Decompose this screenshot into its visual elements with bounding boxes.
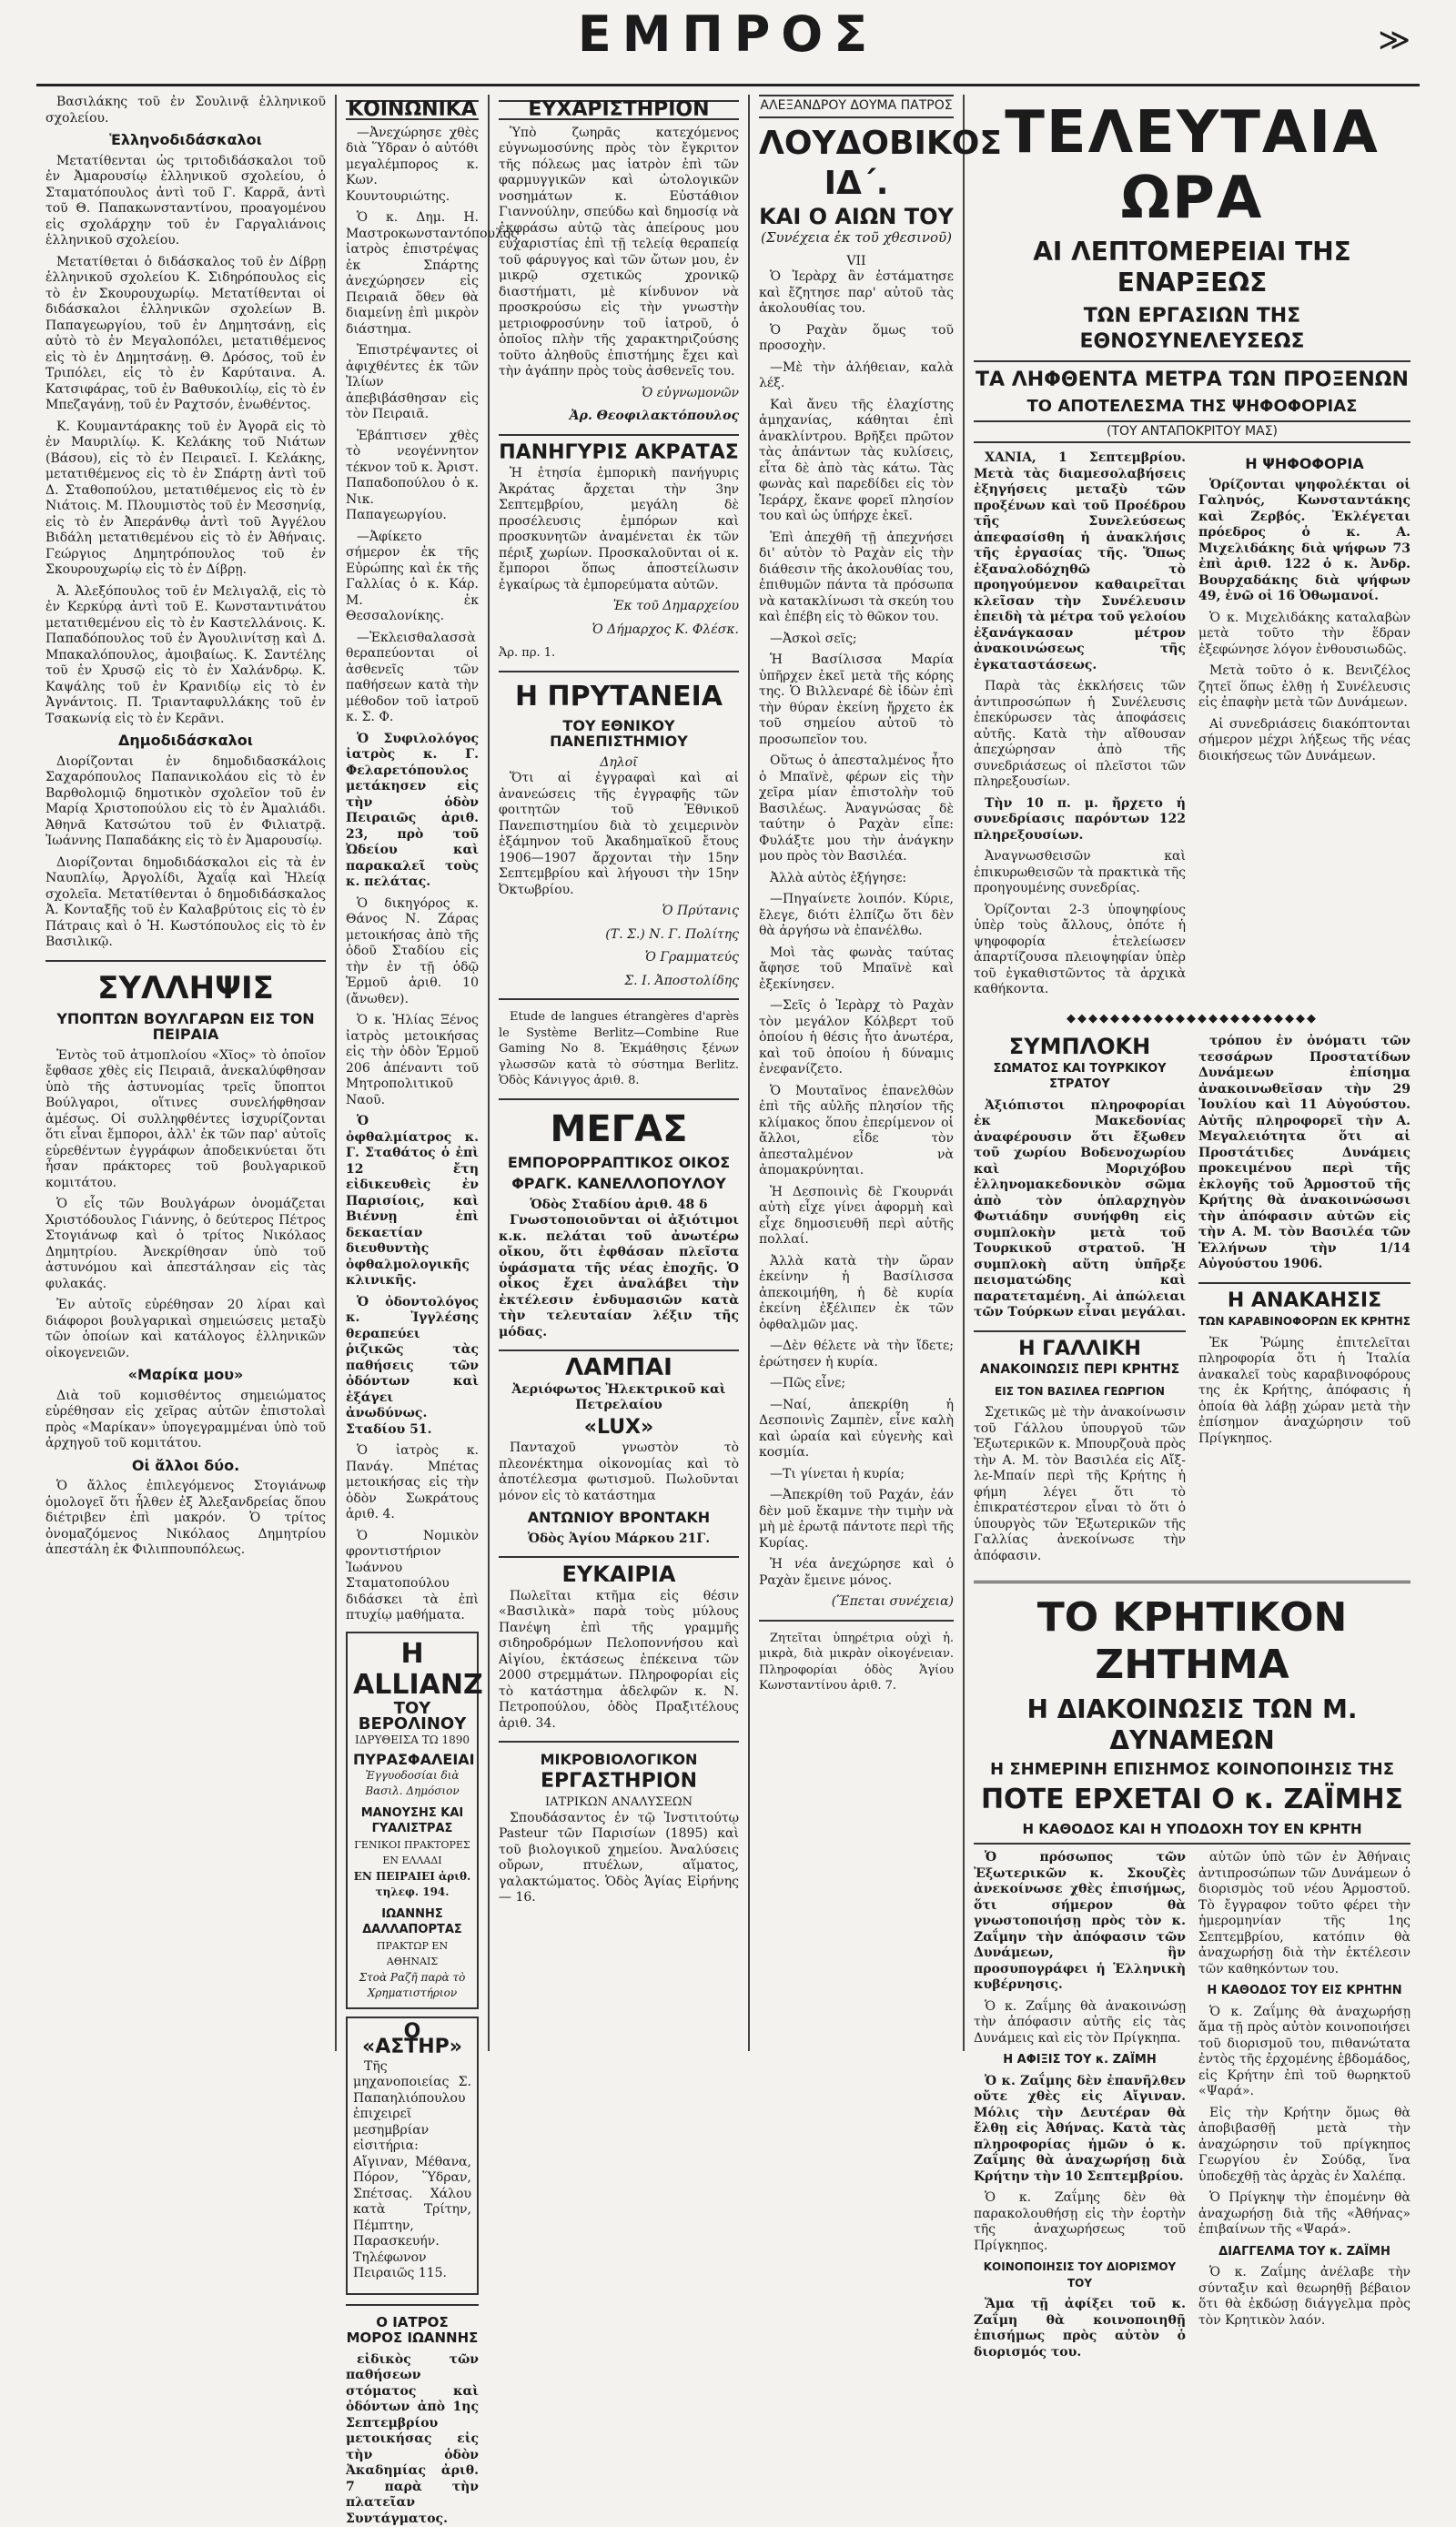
paragraph: Ὁ πρόσωπος τῶν Ἐξωτερικῶν κ. Σκουζὲς ἀνεκοίνωσε χθὲς ἐπισήμως, ὅτι σήμερον θὰ γνωστοποιήσῃ πρὸς τὸν κ. Ζαΐμην τὴν ἀπόφασιν τῶν Δυνάμεων, ἣν προσυπογράφει ἡ Ἑλληνικὴ κυβέρνησις. [974,1850,1186,1994]
column-4 [750,95,965,2051]
headline-cretan-question: ΤΟ ΚΡΗΤΙΚΟΝ ΖΗΤΗΜΑ [974,1594,1410,1689]
paragraph: τρόπου ἐν ὀνόματι τῶν τεσσάρων Προστατίδων Δυνάμεων ἐπίσημα ἀνακοινωθεῖσαν τὴν 29 Ἰουλίου καὶ 11 Αὐγούστου. Αὐτῆς πληροφορεῖ τὴν Α. Μεγαλειότητα ὅτι αἱ Προστάτιδες Δυνάμεις προκειμένου περὶ τῆς ἐκλογῆς τοῦ Ἁρμοστοῦ τῆς Κρήτης θὰ ἀνακοινώσωσι τὴν ἀπόφασιν αὐτῶν εἰς τὴν Α. Μ. τὸν Βασιλέα τῶν Ἑλλήνων τὴν 1/14 Αὐγούστου 1906. [1198,1034,1410,1273]
paragraph: Ὁ ὀφθαλμίατρος κ. Γ. Σταθάτος ὁ ἐπὶ 12 ἔτη εἰδικευθεὶς ἐν Παρισίοις, καὶ Βιέννῃ ἐπὶ δεκαετίαν διευθυντὴς ὀφθαλμολογικῆς κλινικῆς. [346,1114,479,1289]
headline-last-hour: ΤΕΛΕΥΤΑΙΑ ΩΡΑ [974,100,1410,231]
signature-label: Ἐκ τοῦ Δημαρχείου [499,599,739,615]
divider [499,1556,739,1558]
subheadline-arrest: ΥΠΟΠΤΩΝ ΒΟΥΛΓΑΡΩΝ ΕΙΣ ΤΟΝ ΠΕΙΡΑΙΑ [46,1011,326,1043]
paragraph: Οὕτως ὁ ἀπεσταλμένος ἦτο ὁ Μπαϊνὲ, φέρων εἰς τὴν χεῖρα μίαν ἐπιστολὴν τοῦ Βασιλέως. Ἀναγνώσας δὲ ταύτην ὁ Ραχὰν εἶπε: Φυλάξτε μου τὴν ἀνάγκην μου πρὸς τὸν Βασιλέα. [759,753,954,865]
paragraph: Ὁ δικηγόρος κ. Θάνος Ν. Ζάρας μετοικήσας ἀπὸ τῆς ὁδοῦ Σταδίου εἰς τὴν ἐν τῇ ὁδῷ Ἑρμοῦ ἀριθ. 10 (ἄνωθεν). [346,896,479,1008]
paragraph: —Δὲν θέλετε νὰ τὴν ἴδετε; ἐρώτησεν ἡ κυρία. [759,1339,954,1370]
ad-subtitle: ΤΟΥ ΒΕΡΟΛΙΝΟΥ [353,1701,471,1733]
headline-details: ΑΙ ΛΕΠΤΟΜΕΡΕΙΑΙ ΤΗΣ ΕΝΑΡΞΕΩΣ [974,237,1410,298]
paragraph: Διορίζονται δημοδιδάσκαλοι εἰς τὰ ἐν Ναυπλίῳ, Ἀργολίδι, Ἀχαΐᾳ καὶ Ἠλείᾳ σχολεῖα. Μετατίθενται ὁ δημοδιδάσκαλος Ἀ. Κονταξῆς τοῦ ἐν Καλαβρύτοις εἰς τὸ ἐν Πάτραις καὶ ὁ Ἠ. Κωστόπουλος εἰς τὸ ἐν Βασιλικῷ. [46,855,326,951]
divider [759,1620,954,1622]
paragraph: Τῆς μηχανοποιείας Σ. Παπαηλιόπουλου ἐπιχειρεῖ μεσημβρίαν εἰσιτήρια: Αἴγιναν, Μέθανα, Πόρον, Ὕδραν, Σπέτσας. Χάλου κατὰ Τρίτην, Πέμπτην, Παρασκευήν. Τηλέφωνον Πειραιῶς 115. [353,2059,471,2282]
news-right [1198,1034,1410,1570]
ad-headline-opportunity: ΕΥΚΑΙΡΙΑ [499,1567,739,1583]
paragraph: Ὁ κ. Ζαΐμης θὰ ἀνακοινώσῃ τὴν ἀπόφασιν αὐτῆς εἰς τὰς Δυνάμεις καὶ εἰς τὸν Πρίγκηπα. [974,1999,1186,2047]
paragraph: Ὑπὸ ζωηρᾶς κατεχόμενος εὐγνωμοσύνης πρὸς τὸν ἔγκριτον τῆς πόλεως μας ἰατρὸν ἐπὶ τῶν φαρμυγγικῶν καὶ ὠτολογικῶν νοσημάτων κ. Εὐστάθιον Γιαννούλην, σπεύδω καὶ δημοσίᾳ νὰ ἐκφράσω αὐτῷ τὰς ἀπείρους μου εὐχαριστίας ἐπὶ τῇ τελείᾳ θεραπείᾳ τοῦ φάρυγγος καὶ τῶν ὤτων μου, ἐν μικρῷ σχετικῶς χρονικῷ διαστήματι, μὲ κίνδυνον νὰ προσκρούσω εἰς τὴν γνωστὴν μετριοφροσύνην τοῦ ἰατροῦ, ὁ ὁποῖος πλὴν τῆς χαρακτηριζούσης τοῦτο ἀληθοῦς ἐπιστήμης ἔχει καὶ τὴν ἀγάπην πρὸς τοὺς ἀσθενεῖς του. [499,126,739,380]
zaimis-right [1198,1850,1410,2366]
headline-result: ΤΟ ΑΠΟΤΕΛΕΣΜΑ ΤΗΣ ΨΗΦΟΦΟΡΙΑΣ [974,399,1410,415]
ad-address: Ὁδὸς Ἁγίου Μάρκου 21Γ. [499,1531,739,1548]
paragraph: —Ἀνεχώρησε χθὲς διὰ Ὕδραν ὁ αὐτόθι μεγαλέμπορος κ. Κων. Κουντουριώτης. [346,126,479,206]
signature-name: Σ. Ι. Ἀποστολίδης [499,974,739,990]
headline-thanks: ΕΥΧΑΡΙΣΤΗΡΙΟΝ [499,100,739,120]
ad-headline-lab: ΜΙΚΡΟΒΙΟΛΟΓΙΚΟΝ [499,1752,739,1768]
classified-ad: Ζητεῖται ὑπηρέτρια οὐχὶ ἡ. μικρὰ, διὰ μικρὰν οἰκογένειαν. Πληροφορίαι ὁδὸς Ἁγίου Κωνσταντίνου ἀριθ. 7. [759,1631,954,1694]
ad-agent2-addr: Στοὰ Ραζῆ παρὰ τὸ Χρηματιστήριον [353,1970,471,2002]
zaimis-report [974,1850,1410,2366]
paragraph: Ὁ κ. Ζαΐμης δὲν ἐπανῆλθεν οὔτε χθὲς εἰς Αἴγιναν. Μόλις τὴν Δευτέραν θὰ ἔλθῃ εἰς Ἀθήνας. Κατὰ τὰς πληροφορίας ἡμῶν ὁ κ. Ζαΐμης θὰ ἀναχωρήσῃ διὰ Κρήτην τὴν 10 Σεπτεμβρίου. [974,2074,1186,2186]
subheadline-recall: ΤΩΝ ΚΑΡΑΒΙΝΟΦΟΡΩΝ ΕΚ ΚΡΗΤΗΣ [1198,1314,1410,1330]
paragraph: Μετὰ τοῦτο ὁ κ. Βενιζέλος ζητεῖ ὅπως ἐλθῃ ἡ Συνέλευσις εἰς ἐπαφὴν μετὰ τῶν Δυνάμεων. [1198,663,1410,712]
paragraph: Μοὶ τὰς φωνὰς ταύτας ἄφησε τοῦ Μπαϊνὲ καὶ ἐξεκίνησεν. [759,945,954,994]
newspaper-name: ΕΜΠΡΟΣ [36,5,1420,63]
section-heading-primary-teachers: Δημοδιδάσκαλοι [46,733,326,749]
headline-french: Η ΓΑΛΛΙΚΗ [974,1341,1186,1358]
subheadline-clash: ΣΩΜΑΤΟΣ ΚΑΙ ΤΟΥΡΚΙΚΟΥ ΣΤΡΑΤΟΥ [974,1061,1186,1093]
divider [499,671,739,672]
ad-founded: ΙΔΡΥΘΕΙΣΑ ΤΩ 1890 [353,1733,471,1749]
report-left [974,450,1186,1004]
signature-label: Ὁ εὐγνωμονῶν [499,386,739,402]
signature-name: Ὁ Δήμαρχος Κ. Φλέσκ. [499,622,739,639]
headline-clash: ΣΥΜΠΛΟΚΗ [974,1039,1186,1056]
subheading-vote: Η ΨΗΦΟΦΟΡΙΑ [1198,456,1410,472]
paragraph: Ὁ ἰατρὸς κ. Πανάγ. Μπέτας μετοικήσας εἰς τὴν ὁδὸν Σωκράτους ἀριθ. 4. [346,1443,479,1523]
paragraph: Ὁ κ. Μιχελιδάκης καταλαβὼν μετὰ τοῦτο τὴν ἕδραν ἐξεφώνησε λόγον ἐνθουσιωδῶς. [1198,611,1410,659]
subheadline-french: ΑΝΑΚΟΙΝΩΣΙΣ ΠΕΡΙ ΚΡΗΤΗΣ [974,1362,1186,1379]
paragraph: Ἐντὸς τοῦ ἀτμοπλοίου «Χῖος» τὸ ὁποῖον ἔφθασε χθὲς εἰς Πειραιᾶ, ἀνεκαλύφθησαν ὑπὸ τῆς ἀστυνομίας τρεῖς ὕποπτοι Βούλγαροι, οἵτινες συνελήφθησαν ἀμέσως. Οἱ συλληφθέντες ἰσχυρίζονται ὅτι εἶναι ἔμποροι, ἀλλ' ἐκ τῶν παρ' αὐτοῖς εὑρεθέντων ἐγγράφων ἀποδεικνύεται ὅτι ἦσαν πράκτορες τοῦ βουλγαρικοῦ κομιτάτου. [46,1048,326,1192]
paragraph: Ὁ Πρίγκηψ τὴν ἐπομένην θὰ ἀναχωρήσῃ διὰ τῆς «Ἀθήνας» ἐπιβαίνων τῆς «Ψαρά». [1198,2190,1410,2239]
column-5 [965,95,1420,2051]
divider [499,998,739,1000]
signature-name: Ἀρ. Θεοφιλακτόπουλος [499,409,739,425]
paragraph: Εἰς τὴν Κρήτην ὅμως θὰ ἀποβιβασθῇ μετὰ τὴν ἀναχώρησιν τοῦ πρίγκηπος Γεωργίου ἐν Σούδᾳ, ἵνα ὑποδεχθῇ τὰς ἀρχὰς ἐν Χαλέπᾳ. [1198,2106,1410,2186]
signature-label: Ὁ Πρύτανις [499,904,739,920]
paragraph: Ὁ ἄλλος ἐπιλεγόμενος Στογιάνωφ ὁμολογεῖ ὅτι ἦλθεν ἐξ Ἀλεξανδρείας ὅπου διέτριβεν ἐπὶ μακρόν. Ὁ τρίτος ὀνομαζόμενος Νικόλαος Δημητρίου ἀπεστάλη ἐκ Φιλιππουπόλεως. [46,1479,326,1559]
paragraph: —Σεῖς ὁ Ἰερὰρχ τὸ Ραχὰν τὸν μεγάλον Κόλβερτ τοῦ ὁποίου ἡ θέσις ἦτο ἀνωτέρα, καὶ τοῦ ὁποίου ἡ δύναμις ἐνεφανίζετο. [759,998,954,1078]
paragraph: Διὰ τοῦ κομισθέντος σημειώματος εὑρέθησαν εἰς χεῖρας αὐτῶν ἐπιστολαὶ πρὸς «Μαρίκαν» ὑπογεγραμμέναι ὑπὸ τοῦ ἀρχηγοῦ τοῦ κομιτάτου. [46,1389,326,1452]
ad-subheadline: ΕΡΓΑΣΤΗΡΙΟΝ [499,1774,739,1790]
ad-address: Ὁδὸς Σταδίου ἀριθ. 48 δ [499,1198,739,1214]
ad-subheadline: ΦΡΑΓΚ. ΚΑΝΕΛΛΟΠΟΥΛΟΥ [499,1176,739,1192]
column-2 [337,95,490,2051]
news-left [974,1034,1186,1570]
masthead [36,0,1420,86]
subheading: ΔΙΑΓΓΕΛΜΑ ΤΟΥ κ. ΖΑΪΜΗ [1198,2244,1410,2260]
headline-recall: Η ΑΝΑΚΑΗΣΙΣ [1198,1293,1410,1309]
headline-rectorate: Η ΠΡΥΤΑΝΕΙΑ [499,682,739,713]
headline-official: Η ΣΗΜΕΡΙΝΗ ΕΠΙΣΗΜΟΣ ΚΟΙΝΟΠΟΙΗΣΙΣ ΤΗΣ [974,1762,1410,1778]
zaimis-left [974,1850,1186,2366]
paragraph: —Τι γίνεται ἡ κυρία; [759,1467,954,1483]
subheading: ΚΟΙΝΟΠΟΙΗΣΙΣ ΤΟΥ ΔΙΟΡΙΣΜΟΥ ΤΟΥ [974,2259,1186,2291]
ad-kind: ΠΥΡΑΣΦΑΛΕΙΑΙ [353,1752,471,1768]
subheading: «Μαρίκα μου» [46,1367,326,1383]
paragraph: Ὁ κ. Ἠλίας Ξένος ἰατρὸς μετοικήσας εἰς τὴν ὁδὸν Ἑρμοῦ 206 ἀπέναντι τοῦ Μητροπολιτικοῦ Ναοῦ. [346,1013,479,1108]
subheadline-university: ΤΟΥ ΕΘΝΙΚΟΥ ΠΑΝΕΠΙΣΤΗΜΙΟΥ [499,718,739,750]
ad-agents-sub: ΓΕΝΙΚΟΙ ΠΡΑΚΤΟΡΕΣ ΕΝ ΕΛΛΑΔΙ [353,1837,471,1869]
paragraph: Etude de langues étrangères d'après le Système Berlitz—Combine Rue Gaming No 8. Ἐκμάθησις ξένων γλωσσῶν κατὰ τὸ σύστημα Berlitz. Ὁδὸς Κάνιγγος ἀριθ. 8. [499,1009,739,1089]
subheading: Η ΑΦΙΞΙΣ ΤΟΥ κ. ΖΑΪΜΗ [974,2052,1186,2068]
vote-report [974,450,1410,1004]
paragraph: Παρὰ τὰς ἐκκλήσεις τῶν ἀντιπροσώπων ἡ Συνέλευσις ἐπεκύρωσεν τὰς ἀποφάσεις αὐτῆς. Κατὰ τὴν αἴθουσαν ἀπεχώρησαν ἀπὸ τῆς συνεδριάσεως οἱ πλεῖστοι τῶν πληρεξουσίων. [974,679,1186,791]
masthead-ornament: ≫ [1378,22,1410,58]
section-heading-social: ΚΟΙΝΩΝΙΚΑ [346,100,479,120]
paragraph: Ὁρίζονται ψηφολέκται οἱ Γαληνός, Κωνσταντάκης καὶ Ζερβός. Ἐκλέγεται πρόεδρος ὁ κ. Α. Μιχελιδάκης διὰ ψήφων 73 ἐπὶ ἀριθ. 122 ὁ κ. Ἀνδρ. Βουρχαδάκης διὰ ψήφων 49, ἐνῶ οἱ 16 Ὀθωμανοί. [1198,478,1410,605]
correspondent-label: (ΤΟΥ ΑΝΤΑΠΟΚΡΙΤΟΥ ΜΑΣ) [974,420,1410,444]
paragraph: —Πῶς εἶνε; [759,1376,954,1392]
ad-subheadline: Ἀεριόφωτος Ἠλεκτρικοῦ καὶ Πετρελαίου [499,1382,739,1414]
signature-label: Ὁ Γραμματεύς [499,950,739,966]
paragraph: Ὁρίζονται 2-3 ὑποψηφίους ὑπὲρ τοὺς ἄλλους, ὁπότε ἡ ψηφοφορία ἐτελείωσεν ἀπαρτίζουσα πλειοψηφίαν ὑπὲρ τοῦ ἐγκαθιστῶντος τὰ ἀρχικὰ καθήκοντα. [974,903,1186,998]
paragraph: Διορίζονται ἐν δημοδιδασκάλοις Σαχαρόπουλος Παπανικολάου εἰς τὸ ἐν Βαρθολομιῷ δημοτικὸν σχολεῖον τοῦ ἐν Μαρίᾳ Χριστοπούλου εἰς τὸ ἐν Ἀμαλιάδι. Ἀθηνᾶ Κατσώτου τοῦ ἐν Φιλιατρᾷ. Ἰωάννης Παπαδάκης εἰς τὸ ἐν Ἀμαρουσίῳ. [46,754,326,850]
paragraph: Ὅτι αἱ ἐγγραφαὶ καὶ αἱ ἀνανεώσεις τῆς ἐγγραφῆς τῶν φοιτητῶν τοῦ Ἐθνικοῦ Πανεπιστημίου διὰ τὸ χειμερινὸν ἑξάμηνον τοῦ Ἀκαδημαϊκοῦ ἔτους 1906—1907 ἄρχονται τὴν 15ην Σεπτεμβρίου καὶ λήγουσι τὴν 15ην Ὀκτωβρίου. [499,771,739,898]
intro-text: Βασιλάκης τοῦ ἐν Σουλινᾷ ἑλληνικοῦ σχολείου. [46,95,326,126]
section-heading-teachers: Ἑλληνοδιδάσκαλοι [46,132,326,148]
serial-continuation: (Συνέχεια ἐκ τοῦ χθεσινοῦ) [759,230,954,247]
subheading: Η ΚΑΘΟΔΟΣ ΤΟΥ ΕΙΣ ΚΡΗΤΗΝ [1198,1983,1410,1999]
paragraph: εἰδικὸς τῶν παθήσεων στόματος καὶ ὀδόντων ἀπὸ 1ης Σεπτεμβρίου μετοικήσας εἰς τὴν ὁδὸν Ἀκαδημίας ἀριθ. 7 παρὰ τὴν πλατεῖαν Συντάγματος. [346,2352,479,2527]
paragraph: Τὴν 10 π. μ. ἤρχετο ἡ συνεδρίασις παρόντων 122 πληρεξουσίων. [974,796,1186,844]
paragraph: Καὶ ἄνευ τῆς ἐλαχίστης ἀμηχανίας, κάθηται ἐπὶ ἀνακλίντρου. Βρῆξει πρῶτον τὰς ἀπάντων τὰς κυλίσεις, εἶτα δὲ ἀπὸ τὰς κάτω. Τὰς φωνὰς καὶ παρεδίδει εἰς τὸν Ἰεράρχ, ἔκανε φορεῖ πλησίον του καὶ ὡς ὑπήρχε ἐκεῖ. [759,398,954,525]
report-right [1198,450,1410,1004]
chapter-number: VII [759,254,954,270]
paragraph: Ἅμα τῇ ἀφίξει τοῦ κ. Ζαΐμη θὰ κοινοποιηθῇ ἐπισήμως πρὸς αὐτὸν ὁ διορισμός του. [974,2297,1186,2360]
serial-title: ΛΟΥΔΟΒΙΚΟΣ ΙΔ΄. [759,124,954,204]
paragraph: Ἀξιόπιστοι πληροφορίαι ἐκ Μακεδονίας ἀναφέρουσιν ὅτι ἔξωθεν τοῦ χωρίου Βοδενοχωρίου καὶ Μοριχόβου ἑλληνομακεδονικὸν σῶμα ἀπὸ τὸν ὁπλαρχηγὸν Φωτιάδην συνήφθη εἰς συμπλοκὴν μετὰ τοῦ Τουρκικοῦ στρατοῦ. Ἡ συμπλοκὴ αὕτη ὑπῆρξε πεισματώδης καὶ παρατεταμένη. Αἱ ἀπώλειαι τῶν Τούρκων εἶναι μεγάλαι. [974,1098,1186,1321]
paragraph: —Ἀφίκετο σήμερον ἐκ τῆς Εὐρώπης καὶ ἐκ τῆς Γαλλίας ὁ κ. Κάρ. Μ. ἐκ Θεσσαλονίκης. [346,530,479,625]
divider [499,1098,739,1100]
ad-name: ΑΝΤΩΝΙΟΥ ΒΡΟΝΤΑΚΗ [499,1510,739,1526]
paragraph: —Ἀσκοὶ σεῖς; [759,632,954,648]
page-columns [36,95,1420,2051]
ad-brand: «LUX» [499,1420,739,1436]
paragraph: Ὁ κ. Ζαΐμης ἀνέλαβε τὴν σύνταξιν καὶ θεωρηθῇ βέβαιον ὅτι θὰ ἐκδώσῃ διάγγελμα πρὸς τὸν Κρητικὸν λαόν. [1198,2265,1410,2329]
ad-agent2-sub: ΠΡΑΚΤΩΡ ΕΝ ΑΘΗΝΑΙΣ [353,1938,471,1970]
paragraph: Ὁ κ. Ζαΐμης θὰ ἀναχωρήσῃ ἅμα τῇ πρὸς αὐτὸν κοινοποιήσει τοῦ διορισμοῦ του, πιθανώτατα ἐντὸς τῆς ἐρχομένης ἑβδομάδος, εἰς Κρήτην ἐπὶ τοῦ θωρηκτοῦ «Ψαρά». [1198,2005,1410,2100]
headline-arrest: ΣΥΛΛΗΨΙΣ [46,971,326,1006]
ad-title: Ο «ΑΣΤΗΡ» [353,2024,471,2056]
paragraph: Ἐπὶ ἀπεχθῆ τῇ ἀπεχνήσει δι' αὐτὸν τὸ Ραχὰν εἰς τὴν διάθεσιν τῆς ἀκολουθίας του, ἐπιθυμῶν πάντα τὰ πρόσωπα νὰ κατακλίνωσι τὰ σκεύη του καὶ ἐπέβη εἰς τὸ θῶκον του. [759,531,954,626]
divider [974,1330,1186,1332]
headline-measures: ΤΑ ΛΗΦΘΕΝΤΑ ΜΕΤΡΑ ΤΩΝ ΠΡΟΞΕΝΩΝ [974,360,1410,393]
paragraph: Αἱ συνεδριάσεις διακόπτονται σήμερον μέχρι λήξεως τῆς νέας διοικήσεως τῶν Δυνάμεων. [1198,717,1410,765]
paragraph: Ἐν αὐτοῖς εὑρέθησαν 20 λίραι καὶ διάφοροι βουλγαρικαὶ σημειώσεις μεταξὺ τῶν ὁποίων καὶ κατάλογος ἑλληνικῶν οἰκογενειῶν. [46,1298,326,1361]
ad-astir [346,2017,479,2295]
paragraph: Ὁ ὀδοντολόγος κ. Ἰγγλέσης θεραπεύει ῥιζικῶς τὰς παθήσεις τῶν ὀδόντων καὶ ἐξάγει ἀνωδύνως. Σταδίου 51. [346,1295,479,1439]
paragraph: Ὁ κ. Δημ. Η. Μαστροκωνσταντόπουλος ἰατρὸς ἐπιστρέψας ἐκ Σπάρτης ἀνεχώρησεν εἰς Πειραιᾶ ὅθεν θὰ διαμείνῃ ἐπὶ μικρὸν διάστημα. [346,210,479,338]
paragraph: Ὁ Ἰερὰρχ ἂν ἐστάματησε καὶ ἔζητησε παρ' αὐτοῦ τὰς ἀκολουθίας του. [759,269,954,318]
ornament-divider: ◆◆◆◆◆◆◆◆◆◆◆◆◆◆◆◆◆◆◆◆◆◆◆ [974,1011,1410,1027]
headline-arrival: Η ΚΑΘΟΔΟΣ ΚΑΙ Η ΥΠΟΔΟΧΗ ΤΟΥ ΕΝ ΚΡΗΤΗ [974,1822,1410,1845]
paragraph: —Ἀπεκρίθη τοῦ Ραχάν, ἐάν δὲν μοῦ ἔκαμνε τὴν τιμὴν νὰ μὴ μὲ ἐρωτᾷ πάντοτε περὶ τῆς Κυρίας. [759,1488,954,1552]
ad-note: Ἐγγυοδοσίαι διὰ Βασιλ. Δημόσιον [353,1768,471,1800]
paragraph: Ὁ Ραχὰν ὅμως τοῦ προσοχὴν. [759,323,954,355]
divider [46,960,326,962]
paragraph: Πωλεῖται κτῆμα εἰς θέσιν «Βασιλικὰ» παρὰ τοὺς μύλους Πανέψη ἐπὶ τῆς γραμμῆς σιδηροδρόμων Πελοποννήσου καὶ Αἰγίου, ἐκτάσεως ἐπέκεινα τῶν 2000 στρεμμάτων. Πληροφορίαι εἰς τὸ κατάστημα ἀδελφῶν κ. Ν. Πετροπούλου, ὁδὸς Πραξιτέλους ἀριθ. 34. [499,1589,739,1733]
ad-agents-city: ΕΝ ΠΕΙΡΑΙΕΙ ἀριθ. τηλεφ. 194. [353,1869,471,1901]
paragraph: Σπουδάσαντος ἐν τῷ Ἰνστιτούτῳ Pasteur τῶν Παρισίων (1895) καὶ τοῦ βιολογικοῦ χημείου. Ἀναλύσεις οὔρων, πτυέλων, αἵματος, γαλακτώματος. Ὁδὸς Ἁγίας Εἰρήνης — 16. [499,1811,739,1906]
paragraph: Ἡ Δεσποινὶς δὲ Γκουρνάι αὐτὴ εἶχε γίνει ἀφορμὴ καὶ εἶχε δημοσιευθῆ περὶ αὐτῆς πολλαί. [759,1185,954,1248]
paragraph: —Μὲ τὴν ἀλήθειαν, καλὰ λέξ. [759,360,954,392]
subheadline-french-2: ΕΙΣ ΤΟΝ ΒΑΣΙΛΕΑ ΓΕΩΡΓΙΟΝ [974,1384,1186,1400]
paragraph: Ὁ Συφιλολόγος ἰατρὸς κ. Γ. Φελαρετόπουλος μετάκησεν εἰς τὴν ὁδὸν Πειραιῶς ἀριθ. 23, πρὸ τοῦ Ὠδείου καὶ παρακαλεῖ τοὺς κ. πελάτας. [346,732,479,891]
paragraph: Μετατίθενται ὡς τριτοδιδάσκαλοι τοῦ ἐν Ἀμαρουσίῳ ἑλληνικοῦ σχολείου, ὁ Σταματόπουλος ἀντὶ τοῦ Γ. Καρρᾶ, ἀντὶ τοῦ Θ. Παπακωνσταντίνου, προαγομένου εἰς σχολάρχην τοῦ ἐν Γαργαλιάνοις ἑλληνικοῦ σχολείου. [46,154,326,249]
paragraph: Ἀναγνωσθεισῶν καὶ ἐπικυρωθεισῶν τὰ πρακτικὰ τῆς προηγουμένης συνεδρίας. [974,849,1186,897]
ad-subheadline: ΙΑΤΡΙΚΩΝ ΑΝΑΛΥΣΕΩΝ [499,1794,739,1811]
paragraph: Ὁ Νομικὸν φροντιστήριον Ἰωάννου Σταματοπούλου διδάσκει τὰ ἐπὶ πτυχίῳ μαθήματα. [346,1529,479,1624]
paragraph: Γνωστοποιοῦνται οἱ ἀξιότιμοι κ.κ. πελάται τοῦ ἀνωτέρω οἴκου, ὅτι ἐφθάσαν πλεῖστα ὑφάσματα τῆς νέας ἐποχῆς. Ὁ οἶκος ἔχει ἀναλάβει τὴν ἐκτέλεσιν ἐνδυμασιῶν κατὰ τὴν τελευταίαν λέξιν τῆς μόδας. [499,1213,739,1340]
divider [499,1349,739,1351]
paragraph: Σχετικῶς μὲ τὴν ἀνακοίνωσιν τοῦ Γάλλου ὑπουργοῦ τῶν Ἐξωτερικῶν κ. Μπουρζουὰ πρὸς τὴν Α. Μ. τὸν Βασιλέα εἰς Αἴξ-λε-Μπαίν περὶ τῆς Κρήτης ἡ φήμη λέγει ὅτι τὸ ἐπικρατέστερον εἶναι τὸ ὅτι ὁ ὑπουργὸς τῶν Ἐξωτερικῶν τῆς Γαλλίας ἀνεκοίνωσε τὴν ἀπόφασιν. [974,1405,1186,1564]
paragraph: Ἐκ Ῥώμης ἐπιτελεῖται πληροφορία ὅτι ἡ Ἰταλία ἀνακαλεῖ τοὺς καραβινοφόρους της ἐκ Κρήτης, ἀπόφασις ἡ ὁποία θὰ λάβῃ χώραν μετὰ τὴν ἐπίσημον ἀναχώρησιν τοῦ Πρίγκηπος. [1198,1336,1410,1448]
serial-subtitle: ΚΑΙ Ο ΑΙΩΝ ΤΟΥ [759,209,954,226]
paragraph: Ὁ Μουταῖνος ἐπανελθὼν ἐπὶ τῆς αὐλῆς πλησίον τῆς κλίμακος ὅπου ἐπερίμενον οἱ ἄλλοι, εἶδε τὸν ἀπεσταλμένον νὰ ἀπομακρύνηται. [759,1084,954,1179]
paragraph: Ἀ. Ἀλεξόπουλος τοῦ ἐν Μελιγαλᾷ, εἰς τὸ ἐν Κερκύρᾳ ἀντὶ τοῦ Ε. Κωνσταντινάτου μετατιθεμένου εἰς τὸ ἐν Καστελλάνοις. Κ. Παπαδόπουλος τοῦ ἐν Ἀγουλινίτσῃ καὶ Δ. Μπακαλόπουλος, ἀμοιβαίως. Κ. Σαντέλης τοῦ ἐν Χρυσῷ εἰς τὸ ἐν Χαλάνδρῳ. Κ. Καψάλης τοῦ ἐν Κρανιδίῳ εἰς τὸ ἐν Ἀγνάντοις. Π. Τριανταφυλλάκης τοῦ ἐν Τσακωνίᾳ εἰς τὸ ἐν Κερᾶνι. [46,584,326,728]
paragraph: αὐτῶν ὑπὸ τῶν ἐν Ἀθήναις ἀντιπροσώπων τῶν Δυνάμεων ὁ διορισμὸς τοῦ νέου Ἁρμοστοῦ. Τὸ ἔγγραφον τοῦτο φέρει τὴν ἡμερομηνίαν τῆς 1ης Σεπτεμβρίου, κατόπιν θὰ ἀναχωρήσῃ διὰ τὴν ἐκτέλεσιν τῶν καθηκόντων του. [1198,1850,1410,1977]
headline-communication: Η ΔΙΑΚΟΙΝΩΣΙΣ ΤΩΝ Μ. ΔΥΝΑΜΕΩΝ [974,1694,1410,1756]
reference-number: Ἀρ. πρ. 1. [499,645,739,662]
paragraph: Ἡ Βασίλισσα Μαρία ὑπῆρχεν ἐκεῖ μετὰ τῆς κόρης της. Ὁ Βιλλεναρέ δὲ ἰδὼν ἐπὶ τὴν θύραν ἐκείνη ἤρχετο ἐκ τοῦ σημείου αὐτοῦ τὸ προσωπεῖον του. [759,652,954,748]
paragraph: Ἐβάπτισεν χθὲς τὸ νεογέννητον τέκνον τοῦ κ. Ἀριστ. Παπαδοπούλου ὁ κ. Νικ. Παπαγεωργίου. [346,429,479,524]
paragraph: Μετατίθεται ὁ διδάσκαλος τοῦ ἐν Δίβρῃ ἑλληνικοῦ σχολείου Κ. Σιδηρόπουλος εἰς τὸ ἐν Σκουρουχωρίῳ. Μετατίθενται οἱ διδάσκαλοι ἑλληνικῶν σχολείων Β. Παπαγεωργίου, τοῦ ἐν Δημητσάνῃ, εἰς αὐτὸ τὸ ἐν Μεγαλοπόλει, μετατιθέμενος εἰς τὸ ἐν Δημητσάνῃ. Θ. Δρόσος, τοῦ ἐν Τριπόλει, εἰς τὸ ἐν Καρύταινα. Α. Κατσιφάρας, τοῦ ἐν Βαθυκοιλίῳ, εἰς τὸ ἐν Μπεζαγάνῃ, τοῦ ἐν Ραχτσόν, ἑνωθέντος. [46,255,326,414]
divider [974,1581,1410,1583]
signature-name: (Τ. Σ.) Ν. Γ. Πολίτης [499,927,739,944]
ad-subheadline: ΕΜΠΟΡΟΡΡΑΠΤΙΚΟΣ ΟΙΚΟΣ [499,1155,739,1171]
serial-to-be-continued: (Ἕπεται συνέχεια) [759,1594,954,1611]
paragraph: Ἀλλὰ κατὰ τὴν ὥραν ἐκείνην ἡ Βασίλισσα ἀπεκοιμήθη, ἡ δὲ κυρία ἐκείνη ἐξέλιπεν ἐκ τῶν ὀφθαλμῶν μας. [759,1254,954,1334]
divider [499,434,739,436]
paragraph: Κ. Κουμαντάρακης τοῦ ἐν Ἀγορᾶ εἰς τὸ ἐν Μαυριλίῳ. Κ. Κελάκης τοῦ Νιάτων (Βάσου), εἰς τὸ ἐν Πειραιεῖ. Ι. Κελάκης, μετατιθέμενος εἰς τὸ ἐν Σπάρτῃ ἀντὶ τοῦ Δ. Σταθοπούλου, μετατιθέμενος εἰς τὸ ἐν Νιάτοις. Μ. Πλουμιστὸς τοῦ ἐν Μεσσηνίᾳ, εἰς τὸ ἐν Ἀπεράνθῳ ἀντὶ τοῦ Ἀγγέλου Βιδάλη μετατιθεμένου εἰς τὸ ἐν Ἀθήναις. Γεώργιος Δημητρόπουλος τοῦ ἐν Σκουρουχωρίῳ εἰς τὸ ἐν Δίβρῃ. [46,419,326,579]
ad-agents: ΜΑΝΟΥΣΗΣ ΚΑΙ ΓΥΑΛΙΣΤΡΑΣ [353,1805,471,1837]
divider [499,1741,739,1743]
news-boxes [974,1034,1410,1570]
divider [346,2304,479,2306]
headline-works: ΤΩΝ ΕΡΓΑΣΙΩΝ ΤΗΣ ΕΘΝΟΣΥΝΕΛΕΥΣΕΩΣ [974,304,1410,355]
paragraph: Ἀλλὰ αὐτὸς ἐξήγησε: [759,871,954,887]
paragraph: —Ναί, ἀπεκρίθη ἡ Δεσποινὶς Ζαμπὲν, εἶνε καλὴ καὶ ὡραία καὶ εὐγενὴς καὶ κοσμία. [759,1398,954,1461]
paragraph: Ἡ νέα ἀνεχώρησε καὶ ὁ Ραχὰν ἔμεινε μόνος. [759,1557,954,1589]
ad-allianz [346,1632,479,2009]
divider [1198,1282,1410,1284]
paragraph: Ὁ εἷς τῶν Βουλγάρων ὀνομάζεται Χριστόδουλος Γιάννης, ὁ δεύτερος Πέτρος Στογιάνωφ καὶ ὁ τρίτος Νικόλαος Δημητρίου. Ἀνεκρίθησαν ὑπὸ τοῦ ἀστυνόμου καὶ ἀπεστάλησαν εἰς τὰς φυλακάς. [46,1197,326,1292]
ad-title: Ο ΙΑΤΡΟΣ ΜΟΡΟΣ ΙΩΑΝΝΗΣ [346,2315,479,2347]
ad-headline-tailor: ΜΕΓΑΣ [499,1109,739,1149]
headline-zaimis: ΠΟΤΕ ΕΡΧΕΤΑΙ Ο κ. ΖΑΪΜΗΣ [974,1784,1410,1816]
headline-festival: ΠΑΝΗΓΥΡΙΣ ΑΚΡΑΤΑΣ [499,445,739,461]
paragraph: —Πηγαίνετε λοιπόν. Κύριε, ἔλεγε, διότι ἐλπίζω ὅτι δὲν θὰ ἀργήσω νὰ ἐπανέλθω. [759,892,954,940]
ad-title: Η ALLIANZ [353,1639,471,1701]
subheading: Οἱ ἄλλοι δύο. [46,1458,326,1474]
ad-agent2: ΙΩΑΝΝΗΣ ΔΑΛΛΑΠΟΡΤΑΣ [353,1906,471,1938]
paragraph: —Ἐκλεισθαλασσὰ θεραπεύονται οἱ ἀσθενεῖς τῶν παθήσεων κατὰ τὴν μέθοδον τοῦ ἰατροῦ κ. Σ. Φ. [346,631,479,726]
serial-author: ΑΛΕΞΑΝΔΡΟΥ ΔΟΥΜΑ ΠΑΤΡΟΣ [759,95,954,118]
column-1 [36,95,337,2051]
paragraph: ΧΑΝΙΑ, 1 Σεπτεμβρίου. Μετὰ τὰς διαμεσολαβήσεις ἐξηγήσεις μεταξὺ τῶν προξένων καὶ τοῦ Προέδρου τῆς Συνελεύσεως ἀπεφασίσθη ἡ ἀνακλήσις τῆς ἐργασίας τῆς. Ὅπως ἐξαναλοδόχηθῶ τὸ προηγούμενον καθαιρεῖται κλεῖσαν τὴν Συνέλευσιν ἐπειδὴ τὰ μέτρα τοῦ γελοίου ἐξανάγκασαν μέτρον ἀνακοινώσεως τῆς ἐγκαταστάσεως. [974,450,1186,673]
paragraph: Πανταχοῦ γνωστὸν τὸ πλεονέκτημα οἰκονομίας καὶ τὸ ἀποτέλεσμα φωτισμοῦ. Πωλοῦνται μόνον εἰς τὸ κατάστημα [499,1440,739,1504]
column-3 [490,95,750,2051]
paragraph: Ἐπιστρέψαντες οἱ ἀφιχθέντες ἐκ τῶν Ἰλίων ἀπεβιβάσθησαν εἰς τὸν Πειραιᾶ. [346,343,479,423]
paragraph: Ἡ ἐτησία ἐμπορικὴ πανήγυρις Ἀκράτας ἄρχεται τὴν 3ην Σεπτεμβρίου, μεγάλη δὲ προσέλευσις ἐμπόρων καὶ προσκυνητῶν ἀναμένεται ἐκ τῶν πέριξ χωρίων. Προσκαλοῦνται οἱ κ. ἔμποροι ὅπως ἀποστείλωσιν ἐγκαίρως τὰ ἐμπορεύματα αὐτῶν. [499,466,739,593]
paragraph: Ὁ κ. Ζαΐμης δὲν θὰ παρακολουθήσῃ εἰς τὴν ἑορτὴν τῆς ἀναχωρήσεως τοῦ Πρίγκηπος. [974,2190,1186,2254]
ad-headline-lamps: ΛΑΜΠΑΙ [499,1360,739,1377]
declaration-label: Δηλοῖ [499,755,739,772]
